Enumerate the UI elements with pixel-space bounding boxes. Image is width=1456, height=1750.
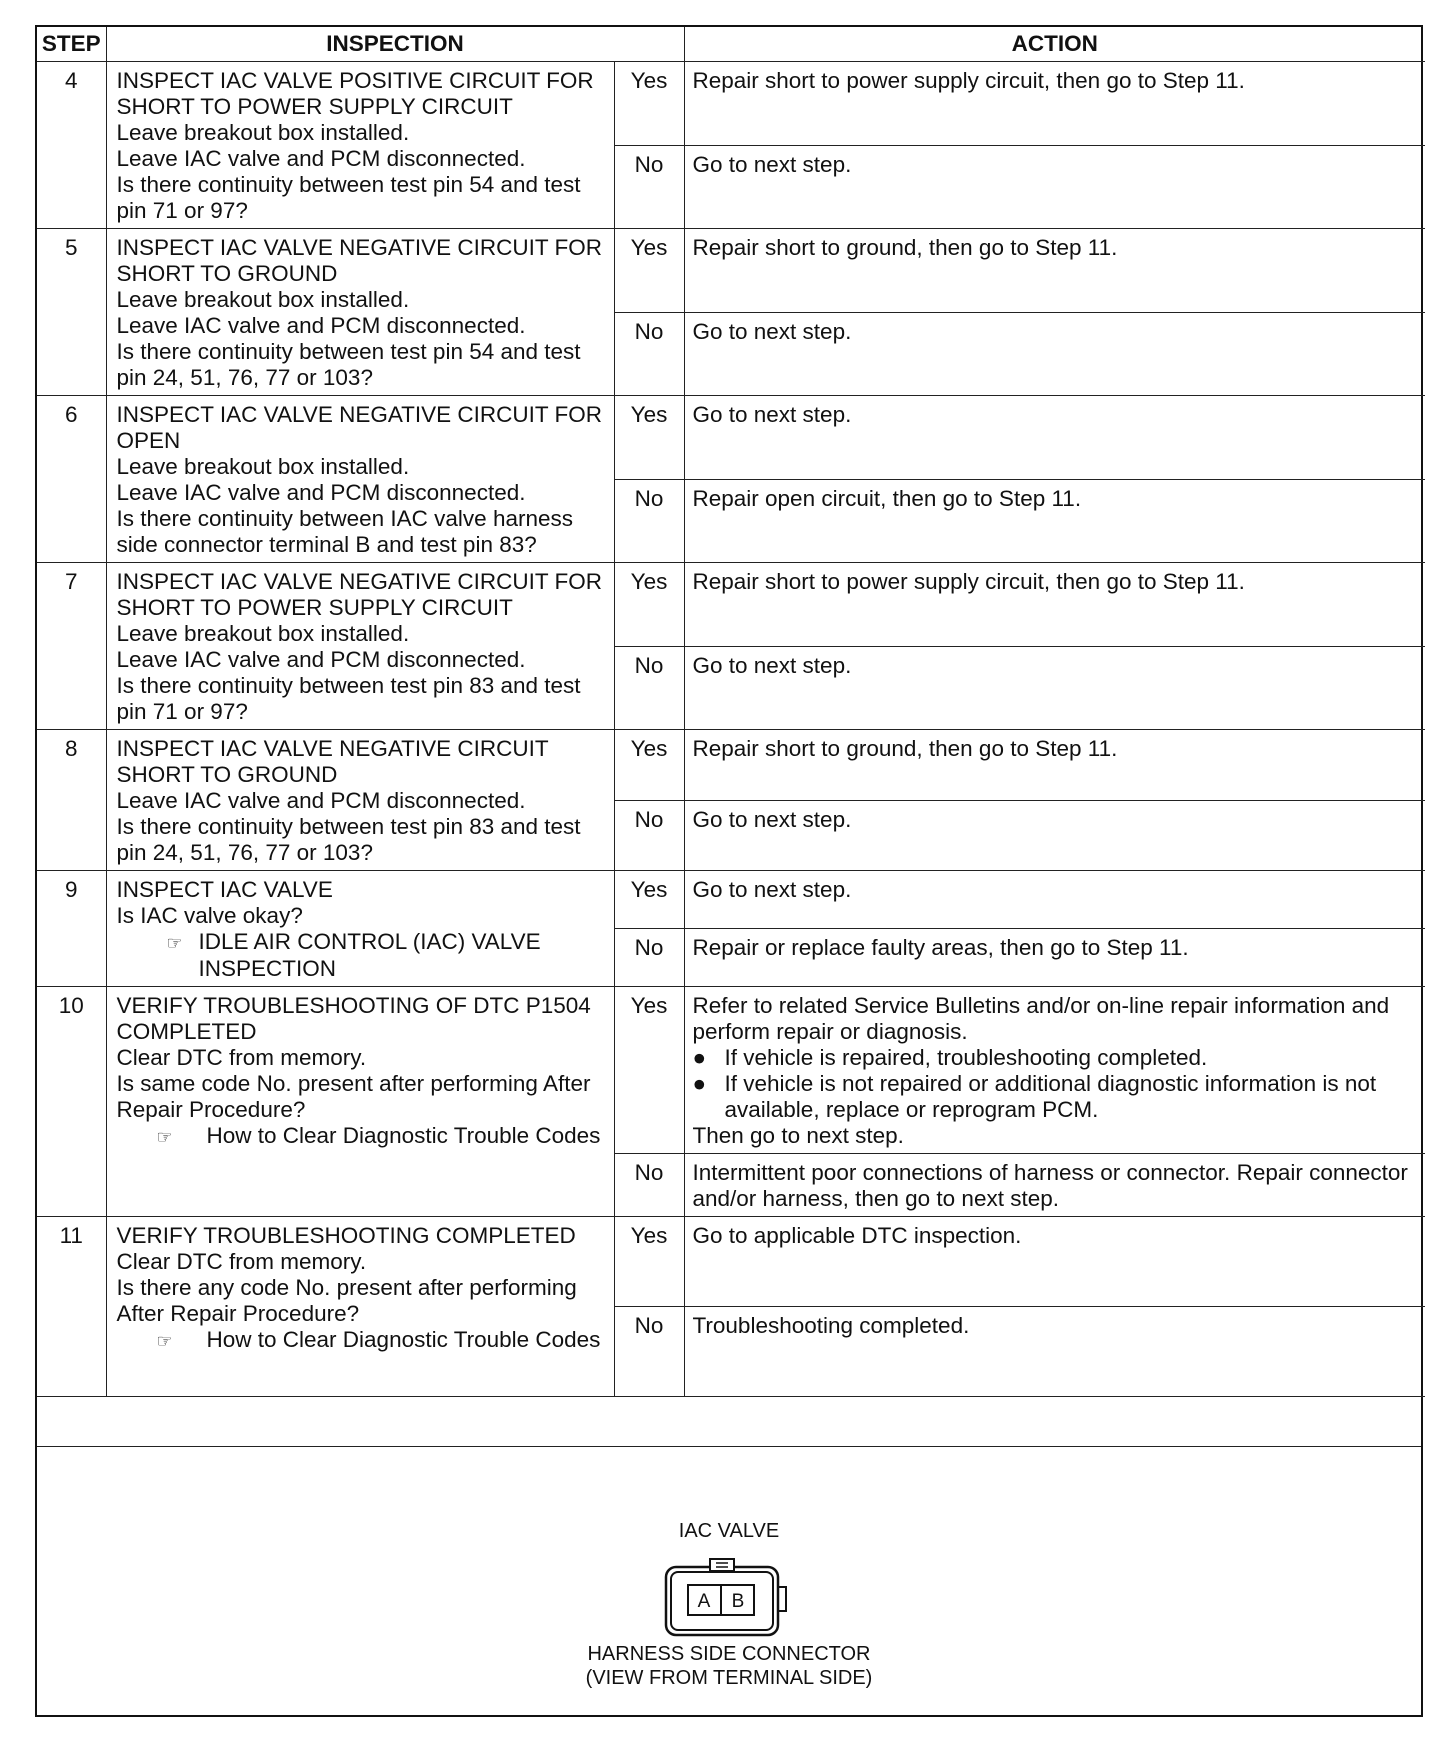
no-label: No xyxy=(614,800,684,871)
inspection-line: Is there continuity between test pin 83 and test xyxy=(116,814,581,839)
table-row xyxy=(37,987,1425,1154)
action-yes: Repair short to ground, then go to Step 11. xyxy=(684,229,1425,313)
bullet-icon: ● xyxy=(692,1071,707,1096)
inspection-title: SHORT TO POWER SUPPLY CIRCUIT xyxy=(116,595,513,620)
inspection-line: Is there continuity between IAC valve harness xyxy=(116,506,573,531)
action-yes: Go to applicable DTC inspection. xyxy=(684,1217,1425,1307)
inspection-line: Leave breakout box installed. xyxy=(116,621,410,646)
inspection-line: Repair Procedure? xyxy=(116,1097,306,1122)
caption-line: (VIEW FROM TERMINAL SIDE) xyxy=(585,1667,873,1689)
header-row xyxy=(37,27,1425,62)
step-number: 9 xyxy=(37,871,106,987)
inspection-line: Clear DTC from memory. xyxy=(116,1249,367,1274)
step-number: 7 xyxy=(37,563,106,730)
inspection-line: Leave breakout box installed. xyxy=(116,120,410,145)
bullet-icon: ● xyxy=(692,1045,707,1070)
inspection-cell xyxy=(106,987,614,1217)
inspection-cell xyxy=(106,563,614,730)
action-yes: Repair short to power supply circuit, then go to Step 11. xyxy=(684,62,1425,146)
inspection-cell xyxy=(106,62,614,229)
inspection-line: Leave IAC valve and PCM disconnected. xyxy=(116,647,526,672)
inspection-title: SHORT TO POWER SUPPLY CIRCUIT xyxy=(116,94,513,119)
inspection-title: SHORT TO GROUND xyxy=(116,762,338,787)
header-action: ACTION xyxy=(684,27,1425,62)
yes-label: Yes xyxy=(614,396,684,480)
inspection-title: INSPECT IAC VALVE POSITIVE CIRCUIT FOR xyxy=(116,68,594,93)
reference-text: How to Clear Diagnostic Trouble Codes xyxy=(206,1123,601,1148)
pointing-hand-icon: ☞ xyxy=(156,1127,173,1147)
inspection-line: Is there any code No. present after performing xyxy=(116,1275,577,1300)
action-line: Intermittent poor connections of harness or connector. xyxy=(692,1160,1231,1185)
no-label: No xyxy=(614,1307,684,1397)
inspection-cell xyxy=(106,730,614,871)
action-line: Then go to next step. xyxy=(692,1123,904,1148)
action-no xyxy=(684,1154,1425,1217)
inspection-cell xyxy=(106,871,614,987)
no-label: No xyxy=(614,1154,684,1217)
action-no: Repair or replace faulty areas, then go to Step 11. xyxy=(684,929,1425,987)
yes-label: Yes xyxy=(614,871,684,929)
inspection-line: Leave breakout box installed. xyxy=(116,454,410,479)
action-no: Troubleshooting completed. xyxy=(684,1307,1425,1397)
inspection-title: INSPECT IAC VALVE NEGATIVE CIRCUIT xyxy=(116,736,549,761)
table-row xyxy=(37,62,1425,146)
inspection-line: Is same code No. present after performing After xyxy=(116,1071,591,1096)
inspection-title: VERIFY TROUBLESHOOTING OF DTC P1504 xyxy=(116,993,591,1018)
reference-text: IDLE AIR CONTROL (IAC) VALVE xyxy=(198,929,541,954)
action-no: Repair open circuit, then go to Step 11. xyxy=(684,479,1425,563)
yes-label: Yes xyxy=(614,987,684,1154)
yes-label: Yes xyxy=(614,229,684,313)
figure-title: IAC VALVE xyxy=(678,1520,780,1542)
reference-link[interactable] xyxy=(117,929,604,982)
inspection-line: Leave IAC valve and PCM disconnected. xyxy=(116,480,526,505)
no-label: No xyxy=(614,646,684,730)
table-row xyxy=(37,730,1425,801)
figure-caption xyxy=(37,1642,1421,1690)
bullet-item: ● If vehicle is not repaired or additional diagnostic information is not available, replace or reprogram PCM. xyxy=(692,1071,1377,1122)
inspection-line: Leave breakout box installed. xyxy=(116,287,410,312)
reference-text: How to Clear Diagnostic Trouble Codes xyxy=(206,1327,601,1352)
step-number: 11 xyxy=(37,1217,106,1397)
inspection-title: SHORT TO GROUND xyxy=(116,261,338,286)
action-yes: Repair short to power supply circuit, then go to Step 11. xyxy=(684,563,1425,647)
terminal-a-label: A xyxy=(697,1591,711,1612)
inspection-line: Leave IAC valve and PCM disconnected. xyxy=(116,313,526,338)
inspection-line: Is IAC valve okay? xyxy=(116,903,303,928)
inspection-line: After Repair Procedure? xyxy=(116,1301,360,1326)
pointing-hand-icon: ☞ xyxy=(166,933,183,953)
header-inspection: INSPECTION xyxy=(106,27,684,62)
step-number: 8 xyxy=(37,730,106,871)
step-number: 5 xyxy=(37,229,106,396)
step-number: 4 xyxy=(37,62,106,229)
inspection-title: VERIFY TROUBLESHOOTING COMPLETED xyxy=(116,1223,576,1248)
action-line: Repair connector and/or harness, then go to next step. xyxy=(692,1160,1408,1211)
step-number: 10 xyxy=(37,987,106,1217)
no-label: No xyxy=(614,312,684,396)
yes-label: Yes xyxy=(614,563,684,647)
caption-line: HARNESS SIDE CONNECTOR xyxy=(587,1643,871,1665)
inspection-line: pin 24, 51, 76, 77 or 103? xyxy=(116,840,373,865)
inspection-line: Leave IAC valve and PCM disconnected. xyxy=(116,788,526,813)
connector-figure xyxy=(37,1446,1421,1715)
terminal-b-label: B xyxy=(731,1591,745,1612)
inspection-title: INSPECT IAC VALVE xyxy=(116,877,333,902)
action-line: Refer to related Service Bulletins and/or on-line repair xyxy=(692,993,1228,1018)
action-no: Go to next step. xyxy=(684,312,1425,396)
table-row xyxy=(37,563,1425,647)
table-row xyxy=(37,1217,1425,1307)
yes-label: Yes xyxy=(614,730,684,801)
step-number: 6 xyxy=(37,396,106,563)
header-step: STEP xyxy=(37,27,106,62)
table-row xyxy=(37,871,1425,929)
inspection-line: pin 24, 51, 76, 77 or 103? xyxy=(116,365,373,390)
inspection-line: Is there continuity between test pin 54 and test xyxy=(116,172,581,197)
action-no: Go to next step. xyxy=(684,646,1425,730)
table-row xyxy=(37,229,1425,313)
inspection-title: COMPLETED xyxy=(116,1019,257,1044)
inspection-line: side connector terminal B and test pin 83? xyxy=(116,532,537,557)
inspection-title: INSPECT IAC VALVE NEGATIVE CIRCUIT FOR xyxy=(116,235,603,260)
no-label: No xyxy=(614,479,684,563)
page-frame xyxy=(35,25,1423,1717)
action-yes: Repair short to ground, then go to Step 11. xyxy=(684,730,1425,801)
troubleshooting-table xyxy=(37,27,1425,1397)
connector-icon xyxy=(664,1557,794,1639)
bullet-item: ● If vehicle is repaired, troubleshooting completed. xyxy=(692,1045,1208,1070)
pointing-hand-icon: ☞ xyxy=(156,1331,173,1351)
inspection-title: OPEN xyxy=(116,428,181,453)
action-no: Go to next step. xyxy=(684,145,1425,229)
inspection-line: Is there continuity between test pin 54 and test xyxy=(116,339,581,364)
yes-label: Yes xyxy=(614,1217,684,1307)
table-row xyxy=(37,396,1425,480)
inspection-cell xyxy=(106,1217,614,1397)
action-yes: Go to next step. xyxy=(684,396,1425,480)
reference-link[interactable] xyxy=(117,1123,604,1150)
inspection-title: INSPECT IAC VALVE NEGATIVE CIRCUIT FOR xyxy=(116,402,603,427)
inspection-line: Is there continuity between test pin 83 and test xyxy=(116,673,581,698)
action-line: information and perform repair or diagnosis. xyxy=(692,993,1390,1044)
reference-link[interactable] xyxy=(117,1327,604,1354)
no-label: No xyxy=(614,929,684,987)
action-yes xyxy=(684,987,1425,1154)
action-no: Go to next step. xyxy=(684,800,1425,871)
yes-label: Yes xyxy=(614,62,684,146)
no-label: No xyxy=(614,145,684,229)
inspection-line: Clear DTC from memory. xyxy=(116,1045,367,1070)
inspection-cell xyxy=(106,229,614,396)
reference-text: INSPECTION xyxy=(198,956,337,981)
inspection-line: Leave IAC valve and PCM disconnected. xyxy=(116,146,526,171)
inspection-title: INSPECT IAC VALVE NEGATIVE CIRCUIT FOR xyxy=(116,569,603,594)
inspection-line: pin 71 or 97? xyxy=(116,198,248,223)
inspection-cell xyxy=(106,396,614,563)
inspection-line: pin 71 or 97? xyxy=(116,699,248,724)
action-yes: Go to next step. xyxy=(684,871,1425,929)
